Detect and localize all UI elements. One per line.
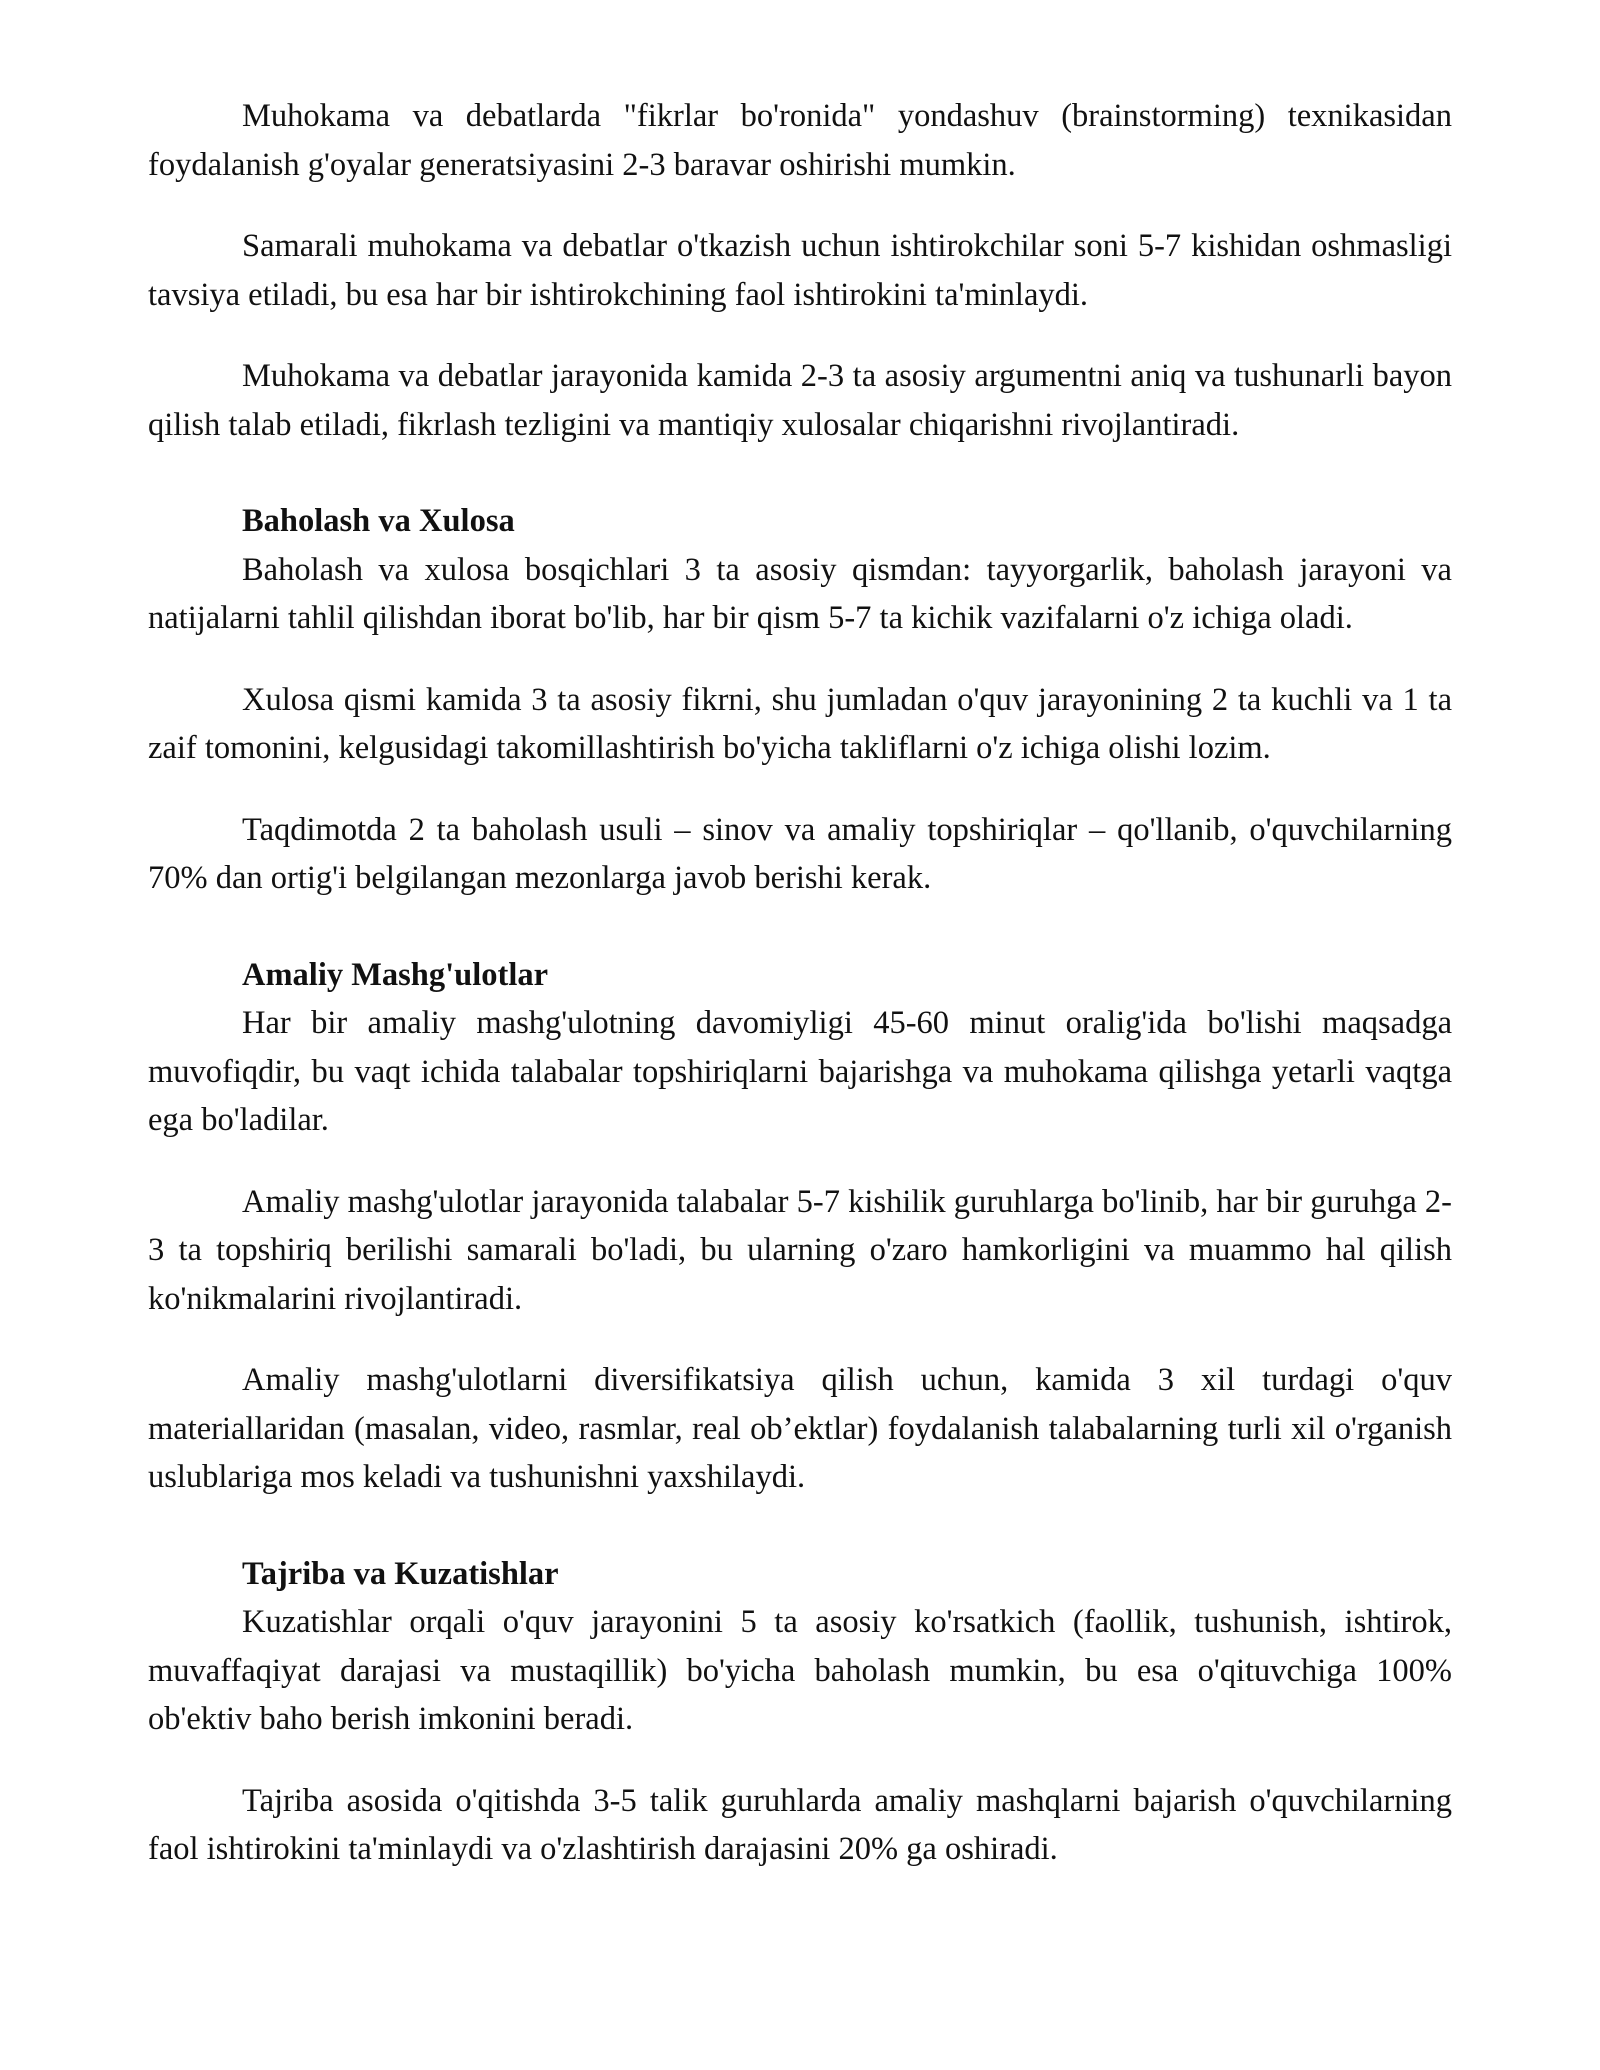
paragraph: Taqdimotda 2 ta baholash usuli – sinov va amaliy topshiriqlar – qo'llanib, o'quvchilarning 70% dan ortig'i belgilangan mezonlarga javob berishi kerak.	[148, 811, 1452, 896]
section-heading: Amaliy Mashg'ulotlar	[242, 956, 549, 993]
paragraph: Baholash va xulosa bosqichlari 3 ta asosiy qismdan: tayyorgarlik, baholash jarayoni va natijalarni tahlil qilishdan iborat bo'lib, har bir qism 5-7 ta kichik vazifalarni o'z ichiga oladi.	[148, 551, 1452, 636]
paragraph: Muhokama va debatlarda "fikrlar bo'ronida" yondashuv (brainstorming) texnikasidan foydalanish g'oyalar generatsiyasini 2-3 baravar oshirishi mumkin.	[148, 98, 1452, 183]
paragraph: Har bir amaliy mashg'ulotning davomiyligi 45-60 minut oralig'ida bo'lishi maqsadga muvofiqdir, bu vaqt ichida talabalar topshiriqlarni bajarishga va muhokama qilishga yetarli vaqtga ega bo'ladilar.	[148, 1005, 1452, 1138]
document-page	[148, 92, 1452, 1907]
paragraph: Amaliy mashg'ulotlarni diversifikatsiya qilish uchun, kamida 3 xil turdagi o'quv materiallaridan (masalan, video, rasmlar, real ob’ektlar) foydalanish talabalarning turli xil o'rganish uslublariga mos keladi va tushunishni yaxshilaydi.	[148, 1362, 1452, 1495]
section-heading: Tajriba va Kuzatishlar	[242, 1555, 559, 1592]
paragraph: Samarali muhokama va debatlar o'tkazish uchun ishtirokchilar soni 5-7 kishidan oshmasligi tavsiya etiladi, bu esa har bir ishtirokchining faol ishtirokini ta'minlaydi.	[148, 228, 1452, 313]
paragraph: Tajriba asosida o'qitishda 3-5 talik guruhlarda amaliy mashqlarni bajarish o'quvchilarning faol ishtirokini ta'minlaydi va o'zlashtirish darajasini 20% ga oshiradi.	[148, 1782, 1452, 1867]
paragraph: Amaliy mashg'ulotlar jarayonida talabalar 5-7 kishilik guruhlarga bo'linib, har bir guruhga 2-3 ta topshiriq berilishi samarali bo'ladi, bu ularning o'zaro hamkorligini va muammo hal qilish ko'nikmalarini rivojlantiradi.	[148, 1183, 1452, 1317]
paragraph: Xulosa qismi kamida 3 ta asosiy fikrni, shu jumladan o'quv jarayonining 2 ta kuchli va 1 ta zaif tomonini, kelgusidagi takomillashtirish bo'yicha takliflarni o'z ichiga olishi lozim.	[148, 681, 1452, 766]
paragraph: Kuzatishlar orqali o'quv jarayonini 5 ta asosiy ko'rsatkich (faollik, tushunish, ishtirok, muvaffaqiyat darajasi va mustaqillik) bo'yicha baholash mumkin, bu esa o'qituvchiga 100% ob'ektiv baho berish imkonini beradi.	[148, 1604, 1452, 1737]
paragraph: Muhokama va debatlar jarayonida kamida 2-3 ta asosiy argumentni aniq va tushunarli bayon qilish talab etiladi, fikrlash tezligini va mantiqiy xulosalar chiqarishni rivojlantiradi.	[148, 358, 1452, 443]
section-heading: Baholash va Xulosa	[242, 503, 515, 539]
